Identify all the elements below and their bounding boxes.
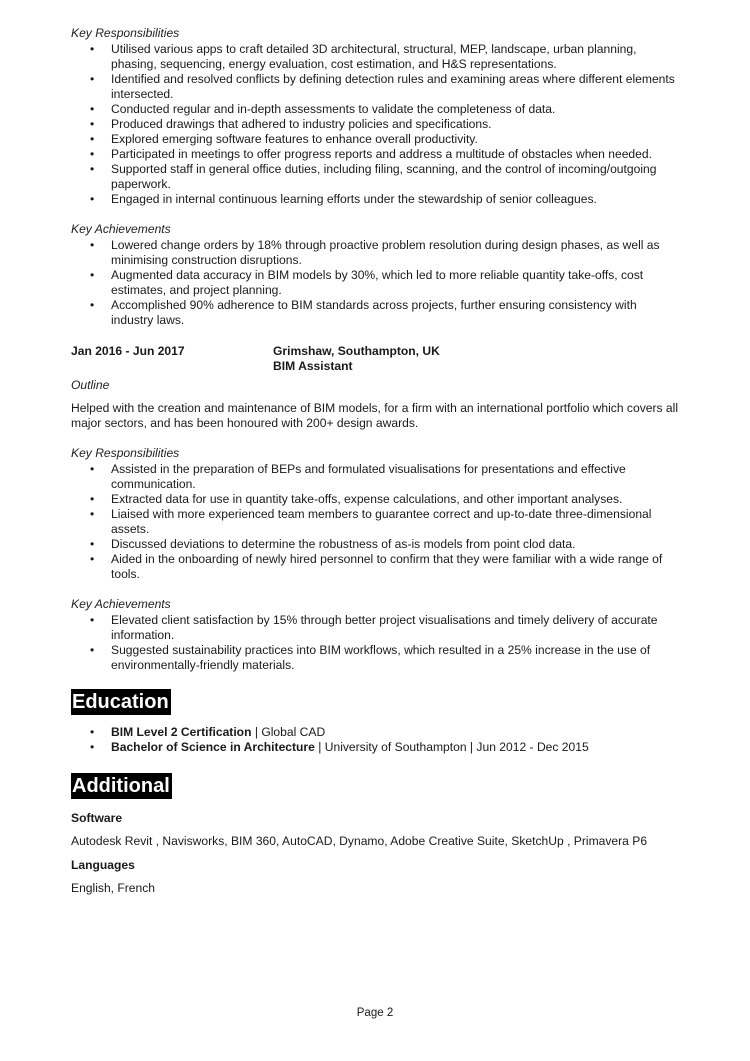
page-number: Page 2 xyxy=(356,1007,394,1019)
list-item: • Accomplished 90% adherence to BIM standards across projects, further ensuring consistency with industry laws. xyxy=(111,298,681,328)
list-item: • Extracted data for use in quantity take-offs, expense calculations, and other important analyses. xyxy=(111,492,681,507)
role2-employer xyxy=(273,344,440,374)
role2-title: BIM Assistant xyxy=(273,359,353,373)
list-item: • Supported staff in general office duties, including filing, scanning, and the control of incoming/outgoing paperwork. xyxy=(111,162,681,192)
role1-responsibilities-list xyxy=(71,42,681,207)
list-item: • Engaged in internal continuous learning efforts under the stewardship of senior colleagues. xyxy=(111,192,681,207)
software-list: Autodesk Revit , Navisworks, BIM 360, AutoCAD, Dynamo, Adobe Creative Suite, SketchUp , Primavera P6 xyxy=(71,834,648,848)
role2-dates: Jan 2016 - Jun 2017 xyxy=(71,344,185,358)
list-item: • Conducted regular and in-depth assessments to validate the completeness of data. xyxy=(111,102,681,117)
list-item: • Aided in the onboarding of newly hired personnel to confirm that they were familiar with a wide range of tools. xyxy=(111,552,681,582)
education-item-name: BIM Level 2 Certification xyxy=(111,725,252,739)
list-item: • Participated in meetings to offer progress reports and address a multitude of obstacles when needed. xyxy=(111,147,681,162)
education-item xyxy=(111,725,681,740)
list-item: • Liaised with more experienced team members to guarantee correct and up-to-date three-dimensional assets. xyxy=(111,507,681,537)
education-item xyxy=(111,740,681,755)
role2-achievements-label: Key Achievements xyxy=(71,597,171,611)
role2-responsibilities-list xyxy=(71,462,681,582)
education-heading: Education xyxy=(72,691,169,713)
list-item: • Augmented data accuracy in BIM models by 30%, which led to more reliable quantity take-offs, cost estimates, and project planning. xyxy=(111,268,681,298)
list-item: • Utilised various apps to craft detailed 3D architectural, structural, MEP, landscape, urban planning, phasing, sequencing, energy evaluation, cost estimation, and H&S representations. xyxy=(111,42,681,72)
languages-label: Languages xyxy=(71,858,135,872)
list-item: • Produced drawings that adhered to industry policies and specifications. xyxy=(111,117,681,132)
list-item: • Discussed deviations to determine the robustness of as-is models from point clod data. xyxy=(111,537,681,552)
software-label: Software xyxy=(71,811,123,825)
education-item-details: | University of Southampton | Jun 2012 - Dec 2015 xyxy=(314,740,589,754)
role2-header xyxy=(71,344,681,374)
list-item: • Identified and resolved conflicts by defining detection rules and examining areas where different elements intersected. xyxy=(111,72,681,102)
role2-achievements-list xyxy=(71,613,681,673)
additional-heading: Additional xyxy=(72,775,170,797)
education-list xyxy=(71,725,681,755)
role2-outline-label: Outline xyxy=(71,378,110,392)
role2-outline: Helped with the creation and maintenance of BIM models, for a firm with an international portfolio which covers all major sectors, and has been honoured with 200+ design awards. xyxy=(71,401,679,430)
list-item: • Lowered change orders by 18% through proactive problem resolution during design phases, as well as minimising construction disruptions. xyxy=(111,238,681,268)
resume-page xyxy=(71,26,681,896)
role1-responsibilities-label: Key Responsibilities xyxy=(71,26,180,40)
role1-achievements-label: Key Achievements xyxy=(71,222,171,236)
languages-list: English, French xyxy=(71,881,156,895)
list-item: • Assisted in the preparation of BEPs and formulated visualisations for presentations and effective communication. xyxy=(111,462,681,492)
role2-responsibilities-label: Key Responsibilities xyxy=(71,446,180,460)
list-item: • Suggested sustainability practices into BIM workflows, which resulted in a 25% increase in the use of environmentally-friendly materials. xyxy=(111,643,681,673)
education-item-details: | Global CAD xyxy=(251,725,326,739)
list-item: • Elevated client satisfaction by 15% through better project visualisations and timely delivery of accurate information. xyxy=(111,613,681,643)
role2-company: Grimshaw, Southampton, UK xyxy=(273,344,440,358)
role1-achievements-list xyxy=(71,238,681,328)
education-item-name: Bachelor of Science in Architecture xyxy=(111,740,315,754)
list-item: • Explored emerging software features to enhance overall productivity. xyxy=(111,132,681,147)
